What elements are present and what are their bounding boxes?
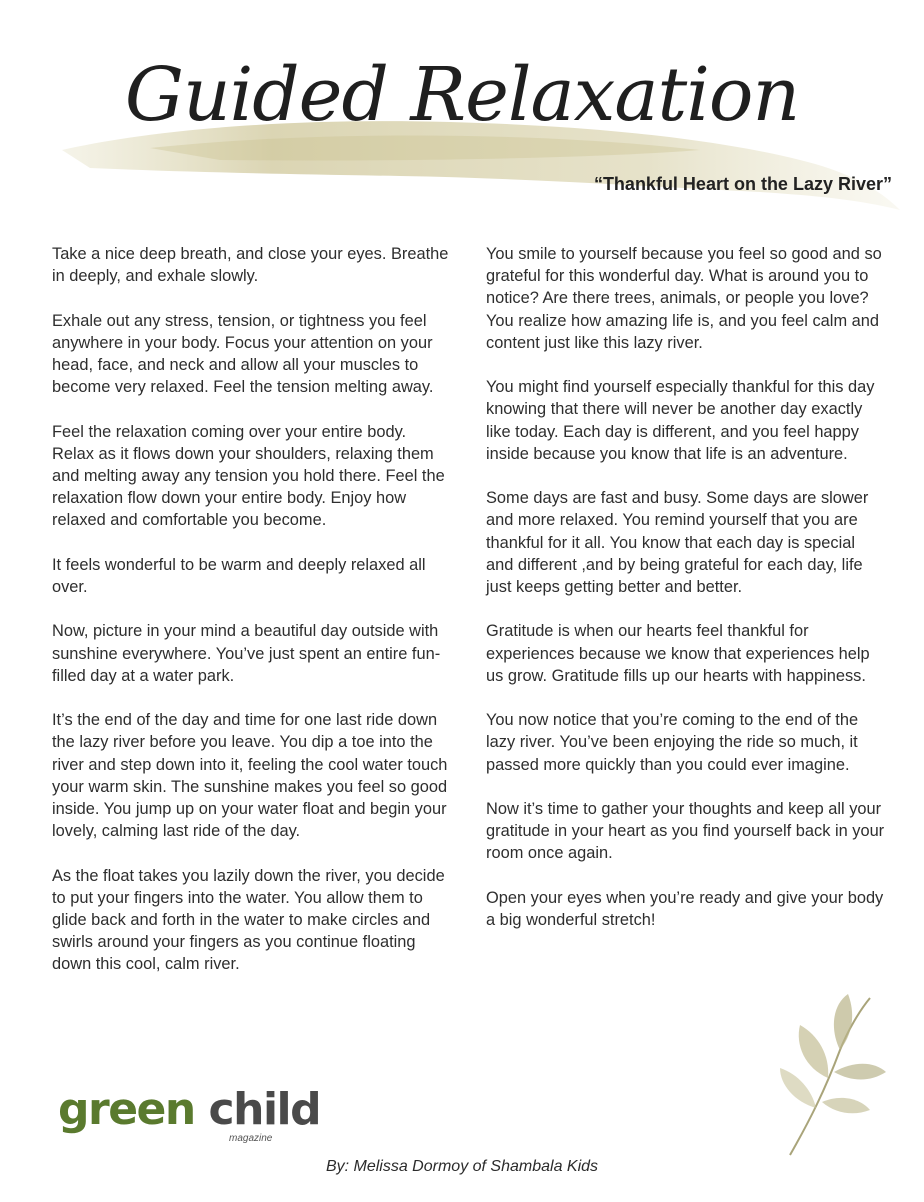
paragraph: Now, picture in your mind a beautiful day outside with sunshine everywhere. You’ve just spent an entire fun-filled day at a water park. <box>52 622 441 685</box>
left-column <box>52 243 452 998</box>
right-column <box>486 243 886 953</box>
byline: By: Melissa Dormoy of Shambala Kids <box>325 1158 599 1175</box>
paragraph: Open your eyes when you’re ready and give your body a big wonderful stretch! <box>486 888 884 929</box>
logo-word-green: green <box>58 1084 195 1135</box>
paragraph: It’s the end of the day and time for one last ride down the lazy river before you leave. You dip a toe into the river and step down into it, feeling the cool water touch your warm skin. The sunshine makes you feel so good inside. You jump up on your water float and begin your lovely, calming last ride of the day. <box>52 711 448 841</box>
paragraph: Some days are fast and busy. Some days are slower and more relaxed. You remind yourself that you are thankful for it all. You know that each day is special and different ,and by being grateful for each day, life just keeps getting better and better. <box>486 489 869 597</box>
leaf-sprig-icon <box>770 990 890 1160</box>
paragraph: Gratitude is when our hearts feel thankful for experiences because we know that experiences help us grow. Gratitude fills up our hearts with happiness. <box>486 622 870 685</box>
paragraph: Feel the relaxation coming over your entire body. Relax as it flows down your shoulders, relaxing them and melting away any tension you hold there. Feel the relaxation flow down your entire body. Enjoy how relaxed and comfortable you become. <box>52 422 445 530</box>
logo-word-child: child <box>208 1084 321 1135</box>
paragraph: You smile to yourself because you feel so good and so grateful for this wonderful day. What is around you to notice? Are there trees, animals, or people you love? You realize how amazing life is, and you feel calm and content just like this lazy river. <box>486 245 882 352</box>
page-title: Guided Relaxation <box>124 52 800 138</box>
paragraph: As the float takes you lazily down the river, you decide to put your fingers into the water. You allow them to glide back and forth in the water to make circles and swirls around your fingers as you continue floating down this cool, calm river. <box>52 866 445 974</box>
paragraph: It feels wonderful to be warm and deeply relaxed all over. <box>52 555 426 596</box>
logo-subtitle: magazine <box>229 1133 273 1144</box>
paragraph: Take a nice deep breath, and close your eyes. Breathe in deeply, and exhale slowly. <box>52 245 449 286</box>
paragraph: Exhale out any stress, tension, or tightness you feel anywhere in your body. Focus your attention on your head, face, and neck and allow all your muscles to become very relaxed. Feel the tension melting away. <box>52 311 434 397</box>
paragraph: Now it’s time to gather your thoughts and keep all your gratitude in your heart as you find yourself back in your room once again. <box>486 800 885 863</box>
paragraph: You now notice that you’re coming to the end of the lazy river. You’ve been enjoying the ride so much, it passed more quickly than you could ever imagine. <box>486 711 859 774</box>
green-child-logo <box>58 1084 321 1135</box>
paragraph: You might find yourself especially thankful for this day knowing that there will never be another day exactly like today. Each day is different, and you feel happy inside because you know that life is an adventure. <box>486 378 875 463</box>
page-subtitle: “Thankful Heart on the Lazy River” <box>593 174 892 194</box>
